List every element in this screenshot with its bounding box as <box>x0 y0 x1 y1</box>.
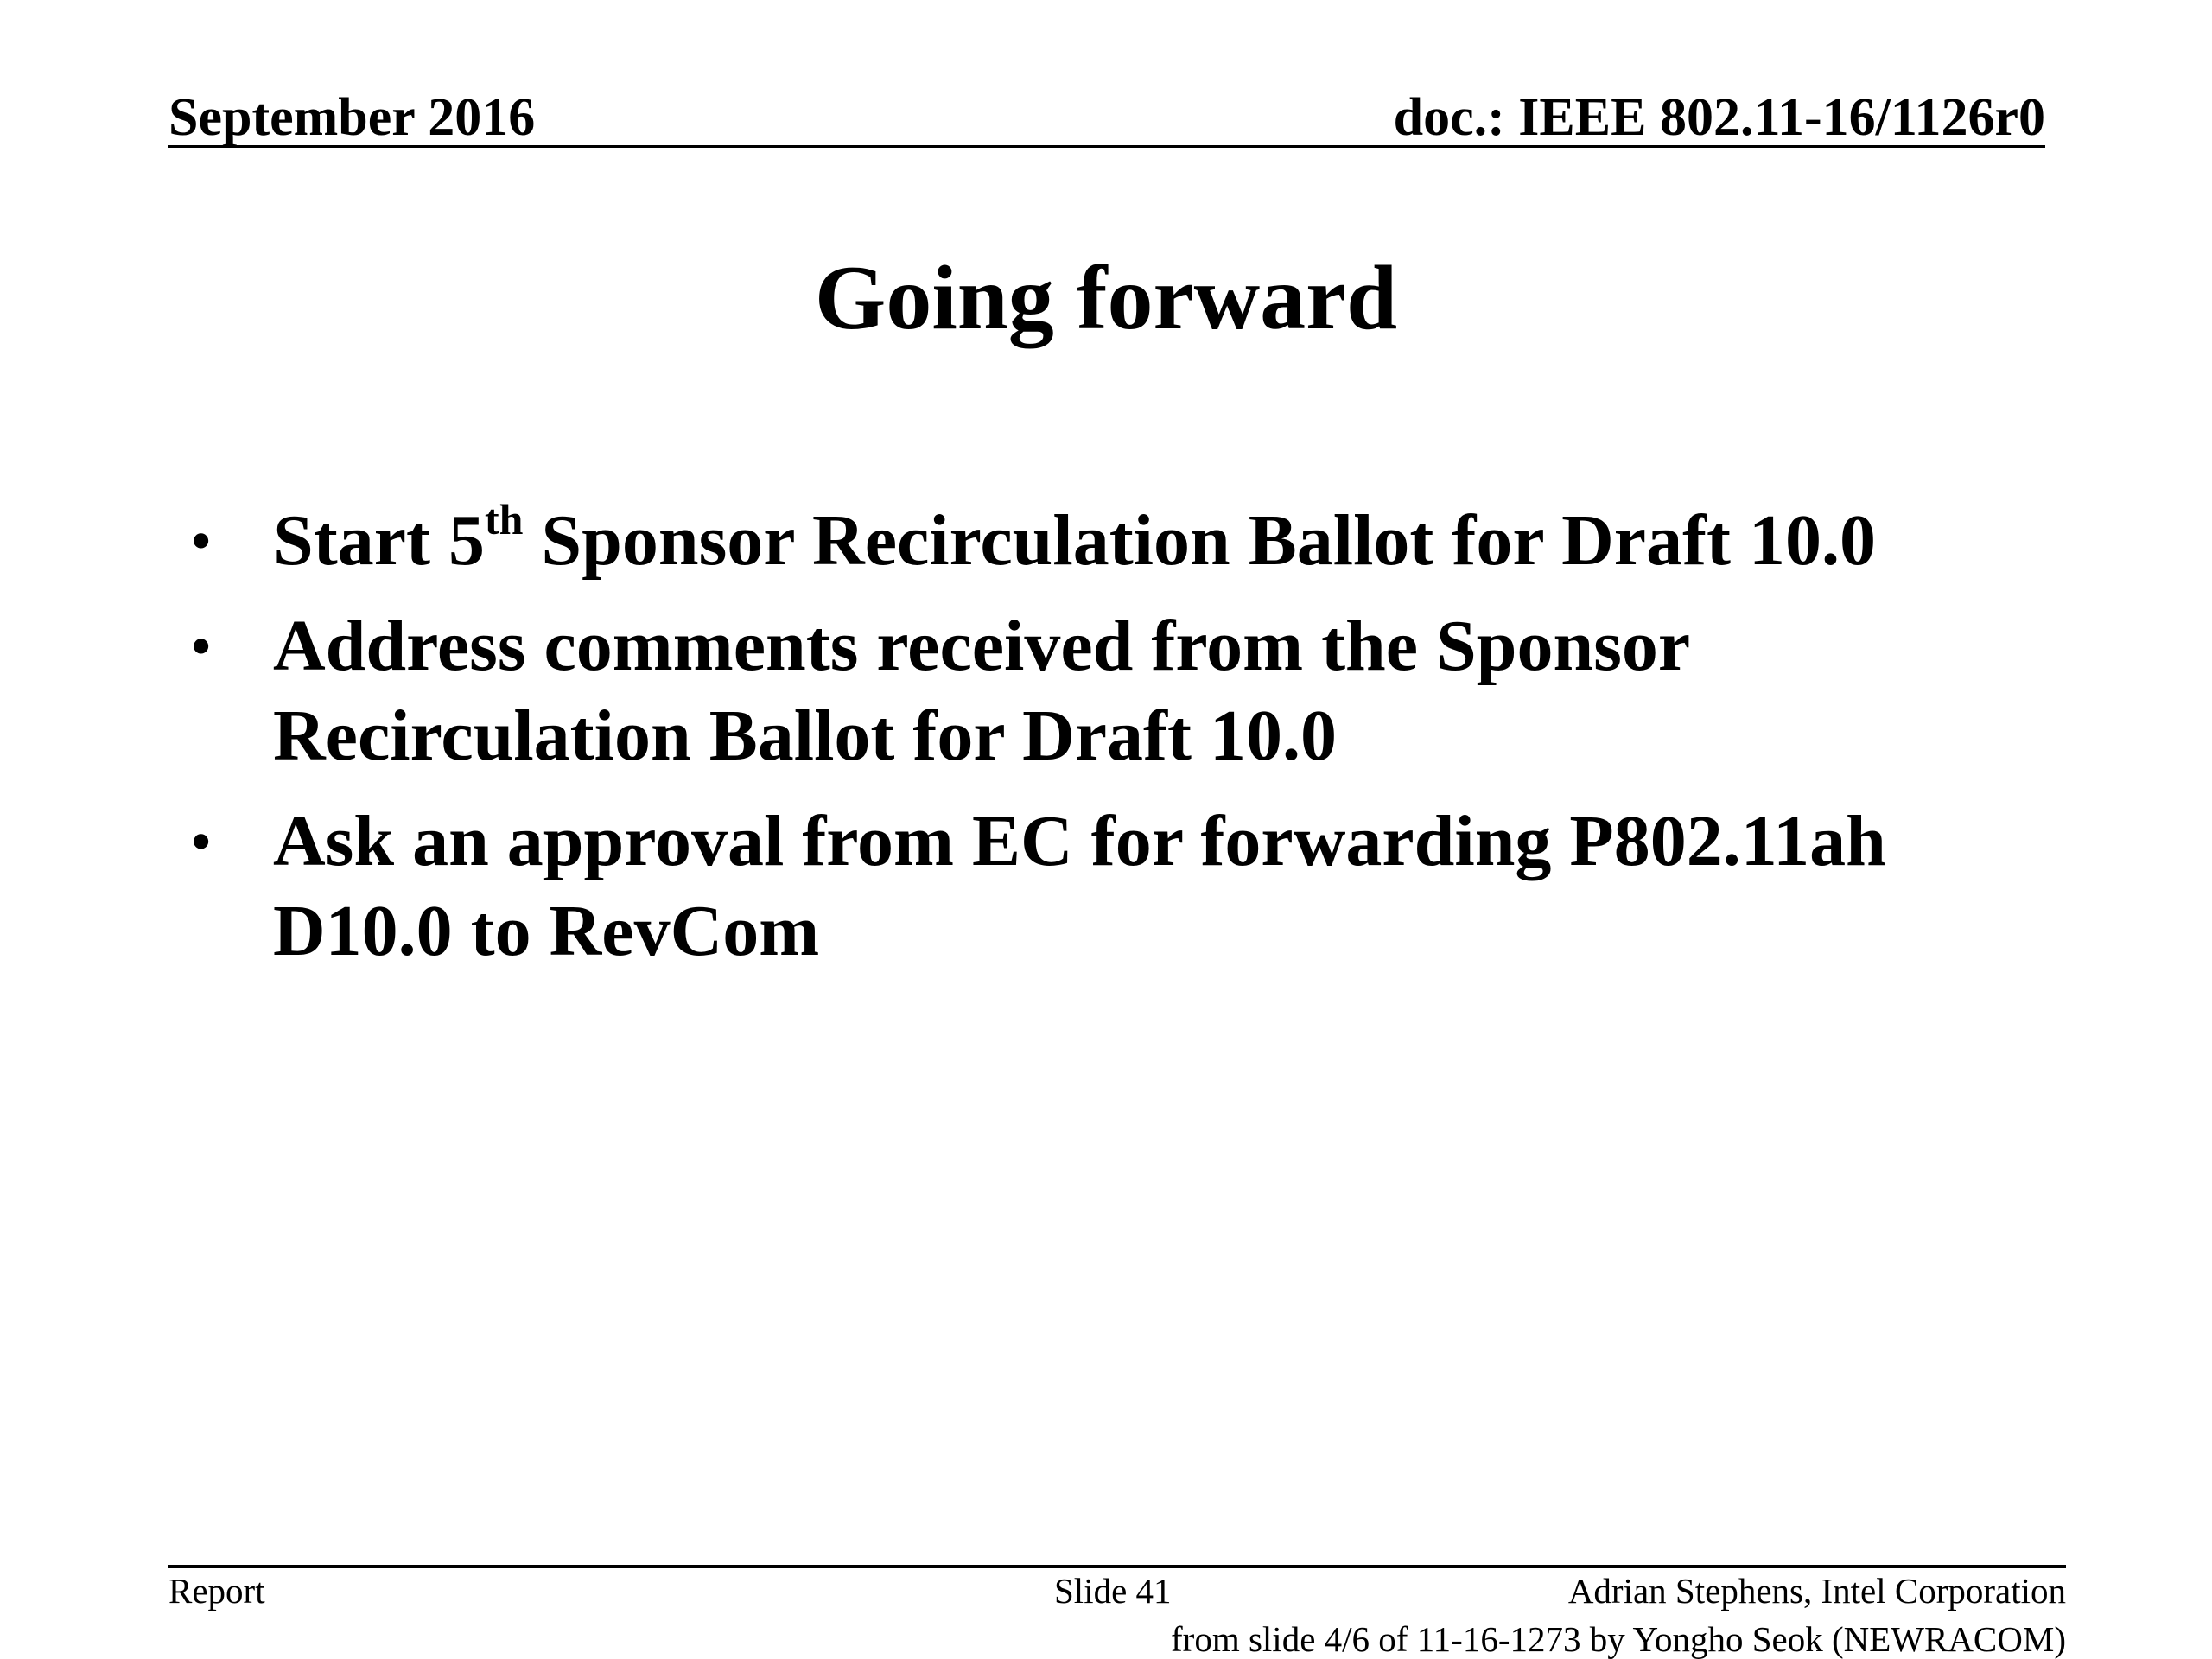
header-doc-id: doc.: IEEE 802.11-16/1126r0 <box>1393 88 2045 147</box>
slide-title: Going forward <box>814 247 1398 348</box>
bullet-item <box>181 496 2039 586</box>
bullet-superscript: th <box>484 495 524 543</box>
header-date: September 2016 <box>168 88 536 147</box>
footer-author: Adrian Stephens, Intel Corporation <box>1567 1571 2066 1611</box>
bullet-marker: • <box>190 807 213 876</box>
bullet-item <box>181 601 2039 781</box>
bullet-text-start: Start 5 <box>273 500 485 581</box>
footer-report-label: Report <box>168 1571 265 1611</box>
header-divider <box>168 145 2045 148</box>
bullet-text: Address comments received from the Sponsor Recirculation Ballot for Draft 10.0 <box>273 606 1689 776</box>
bullet-marker: • <box>190 612 213 681</box>
bullet-item <box>181 797 2039 976</box>
footer-slide-number: Slide 41 <box>1054 1571 1172 1611</box>
bullet-list <box>181 496 2039 992</box>
bullet-text-end: Sponsor Recirculation Ballot for Draft 10.0 <box>523 500 1877 581</box>
footer-source-note: from slide 4/6 of 11-16-1273 by Yongho Seok (NEWRACOM) <box>1171 1619 2066 1659</box>
bullet-marker: • <box>190 506 213 575</box>
bullet-text: Ask an approval from EC for forwarding P802.11ah D10.0 to RevCom <box>273 801 1886 971</box>
